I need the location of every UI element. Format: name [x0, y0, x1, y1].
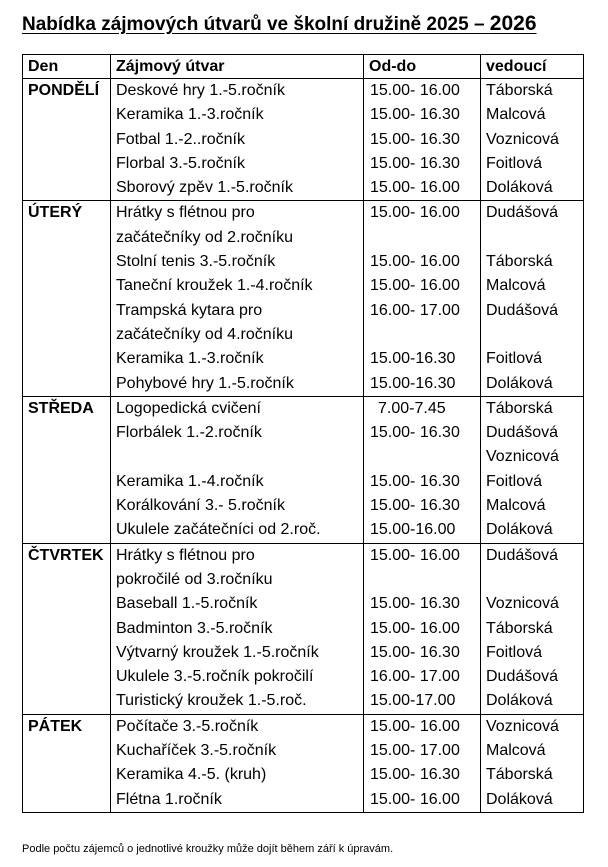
- time-cell: 15.00- 16.30: [364, 470, 481, 494]
- day-cell: [23, 470, 111, 494]
- leader-cell: Foitlová: [481, 152, 584, 176]
- activity-cell: Taneční kroužek 1.-4.ročník: [111, 274, 364, 298]
- leader-cell: Foitlová: [481, 641, 584, 665]
- table-row: [23, 299, 584, 323]
- table-row: [23, 372, 584, 397]
- day-cell: [23, 128, 111, 152]
- table-row: [23, 592, 584, 616]
- table-row: [23, 714, 584, 739]
- time-cell: 15.00- 16.30: [364, 592, 481, 616]
- table-row: [23, 617, 584, 641]
- time-cell: 15.00- 16.00: [364, 176, 481, 201]
- time-cell: 15.00- 16.00: [364, 201, 481, 226]
- activity-cell: Fotbal 1.-2..ročník: [111, 128, 364, 152]
- day-cell: [23, 518, 111, 543]
- day-cell: [23, 641, 111, 665]
- activity-cell: Baseball 1.-5.ročník: [111, 592, 364, 616]
- time-cell: 15.00-16.30: [364, 372, 481, 397]
- leader-cell: Foitlová: [481, 470, 584, 494]
- header-leader: vedoucí: [481, 55, 584, 79]
- table-row: [23, 445, 584, 469]
- day-cell: [23, 739, 111, 763]
- time-cell: [364, 323, 481, 347]
- table-row: [23, 470, 584, 494]
- day-cell: [23, 788, 111, 813]
- activity-cell: Keramika 4.-5. (kruh): [111, 763, 364, 787]
- activity-cell: začátečníky od 2.ročníku: [111, 226, 364, 250]
- day-cell: [23, 152, 111, 176]
- time-cell: 15.00-16.30: [364, 347, 481, 371]
- activity-cell: Ukulele 3.-5.ročník pokročilí: [111, 665, 364, 689]
- table-row: [23, 103, 584, 127]
- table-row: [23, 274, 584, 298]
- page-title: [22, 12, 537, 36]
- header-row: [23, 55, 584, 79]
- time-cell: 15.00- 16.30: [364, 763, 481, 787]
- header-time: Od-do: [364, 55, 481, 79]
- time-cell: 15.00- 16.30: [364, 494, 481, 518]
- time-cell: 15.00- 16.30: [364, 128, 481, 152]
- day-cell: ÚTERÝ: [23, 201, 111, 226]
- leader-cell: Malcová: [481, 103, 584, 127]
- table-row: [23, 568, 584, 592]
- day-cell: [23, 226, 111, 250]
- leader-cell: Malcová: [481, 494, 584, 518]
- table-row: [23, 494, 584, 518]
- time-cell: 15.00- 17.00: [364, 739, 481, 763]
- day-cell: [23, 347, 111, 371]
- activity-cell: Stolní tenis 3.-5.ročník: [111, 250, 364, 274]
- day-cell: PÁTEK: [23, 714, 111, 739]
- day-cell: ČTVRTEK: [23, 543, 111, 568]
- time-cell: [364, 568, 481, 592]
- table-row: [23, 543, 584, 568]
- time-cell: 15.00- 16.00: [364, 788, 481, 813]
- time-cell: 15.00-16.00: [364, 518, 481, 543]
- leader-cell: [481, 226, 584, 250]
- table-row: [23, 201, 584, 226]
- time-cell: 15.00-17.00: [364, 689, 481, 714]
- activity-cell: Ukulele začátečníci od 2.roč.: [111, 518, 364, 543]
- day-cell: [23, 421, 111, 445]
- table-row: [23, 128, 584, 152]
- leader-cell: Dudášová: [481, 201, 584, 226]
- day-cell: [23, 617, 111, 641]
- activity-cell: Turistický kroužek 1.-5.roč.: [111, 689, 364, 714]
- leader-cell: Táborská: [481, 250, 584, 274]
- activity-cell: pokročilé od 3.ročníku: [111, 568, 364, 592]
- activity-cell: Hrátky s flétnou pro: [111, 543, 364, 568]
- leader-cell: Foitlová: [481, 347, 584, 371]
- activity-cell: Keramika 1.-3.ročník: [111, 347, 364, 371]
- day-cell: [23, 689, 111, 714]
- time-cell: 15.00- 16.00: [364, 250, 481, 274]
- day-cell: [23, 494, 111, 518]
- leader-cell: Dudášová: [481, 665, 584, 689]
- table-row: [23, 79, 584, 104]
- day-cell: [23, 568, 111, 592]
- time-cell: 15.00- 16.30: [364, 152, 481, 176]
- leader-cell: Dudášová: [481, 299, 584, 323]
- table-row: [23, 250, 584, 274]
- title-year: 2026: [489, 12, 537, 35]
- day-cell: [23, 299, 111, 323]
- time-cell: 16.00- 17.00: [364, 299, 481, 323]
- leader-cell: Voznicová: [481, 592, 584, 616]
- time-cell: 15.00- 16.30: [364, 421, 481, 445]
- day-cell: STŘEDA: [23, 396, 111, 421]
- activity-cell: Keramika 1.-4.ročník: [111, 470, 364, 494]
- schedule-table: [22, 54, 584, 813]
- leader-cell: Voznicová: [481, 128, 584, 152]
- day-cell: [23, 372, 111, 397]
- activity-cell: Sborový zpěv 1.-5.ročník: [111, 176, 364, 201]
- day-cell: [23, 176, 111, 201]
- leader-cell: Táborská: [481, 617, 584, 641]
- leader-cell: Voznicová: [481, 714, 584, 739]
- day-cell: [23, 274, 111, 298]
- table-row: [23, 665, 584, 689]
- leader-cell: [481, 568, 584, 592]
- activity-cell: [111, 445, 364, 469]
- activity-cell: Flétna 1.ročník: [111, 788, 364, 813]
- table-row: [23, 763, 584, 787]
- leader-cell: Doláková: [481, 176, 584, 201]
- time-cell: 15.00- 16.00: [364, 274, 481, 298]
- table-row: [23, 739, 584, 763]
- day-cell: [23, 103, 111, 127]
- time-cell: 15.00- 16.00: [364, 714, 481, 739]
- table-row: [23, 788, 584, 813]
- activity-cell: Hrátky s flétnou pro: [111, 201, 364, 226]
- table-row: [23, 641, 584, 665]
- schedule-body: [23, 79, 584, 813]
- leader-cell: Malcová: [481, 274, 584, 298]
- time-cell: 16.00- 17.00: [364, 665, 481, 689]
- table-row: [23, 396, 584, 421]
- leader-cell: Táborská: [481, 79, 584, 104]
- table-row: [23, 152, 584, 176]
- activity-cell: Počítače 3.-5.ročník: [111, 714, 364, 739]
- time-cell: 15.00- 16.00: [364, 79, 481, 104]
- time-cell: [364, 445, 481, 469]
- activity-cell: Keramika 1.-3.ročník: [111, 103, 364, 127]
- table-row: [23, 226, 584, 250]
- table-row: [23, 347, 584, 371]
- day-cell: [23, 665, 111, 689]
- leader-cell: Doláková: [481, 689, 584, 714]
- activity-cell: Logopedická cvičení: [111, 396, 364, 421]
- leader-cell: Dudášová: [481, 421, 584, 445]
- leader-cell: Doláková: [481, 788, 584, 813]
- table-row: [23, 421, 584, 445]
- day-cell: [23, 763, 111, 787]
- activity-cell: Deskové hry 1.-5.ročník: [111, 79, 364, 104]
- day-cell: [23, 323, 111, 347]
- header-activity: Zájmový útvar: [111, 55, 364, 79]
- activity-cell: Florbálek 1.-2.ročník: [111, 421, 364, 445]
- day-cell: [23, 592, 111, 616]
- leader-cell: Táborská: [481, 396, 584, 421]
- time-cell: 15.00- 16.00: [364, 543, 481, 568]
- footnote: Podle počtu zájemců o jednotlivé kroužky může dojít během září k úpravám.: [22, 843, 394, 855]
- leader-cell: Malcová: [481, 739, 584, 763]
- leader-cell: Táborská: [481, 763, 584, 787]
- activity-cell: Korálkování 3.- 5.ročník: [111, 494, 364, 518]
- activity-cell: začátečníky od 4.ročníku: [111, 323, 364, 347]
- activity-cell: Kuchaříček 3.-5.ročník: [111, 739, 364, 763]
- day-cell: [23, 250, 111, 274]
- activity-cell: Trampská kytara pro: [111, 299, 364, 323]
- activity-cell: Pohybové hry 1.-5.ročník: [111, 372, 364, 397]
- time-cell: 7.00-7.45: [364, 396, 481, 421]
- day-cell: [23, 445, 111, 469]
- time-cell: [364, 226, 481, 250]
- leader-cell: Voznicová: [481, 445, 584, 469]
- time-cell: 15.00- 16.30: [364, 641, 481, 665]
- day-cell: PONDĚLÍ: [23, 79, 111, 104]
- activity-cell: Badminton 3.-5.ročník: [111, 617, 364, 641]
- header-day: Den: [23, 55, 111, 79]
- activity-cell: Florbal 3.-5.ročník: [111, 152, 364, 176]
- table-row: [23, 518, 584, 543]
- time-cell: 15.00- 16.00: [364, 617, 481, 641]
- table-row: [23, 176, 584, 201]
- leader-cell: Doláková: [481, 372, 584, 397]
- activity-cell: Výtvarný kroužek 1.-5.ročník: [111, 641, 364, 665]
- leader-cell: Dudášová: [481, 543, 584, 568]
- table-row: [23, 323, 584, 347]
- leader-cell: [481, 323, 584, 347]
- leader-cell: Doláková: [481, 518, 584, 543]
- time-cell: 15.00- 16.30: [364, 103, 481, 127]
- table-row: [23, 689, 584, 714]
- title-main: Nabídka zájmových útvarů ve školní družině 2025 –: [22, 14, 485, 35]
